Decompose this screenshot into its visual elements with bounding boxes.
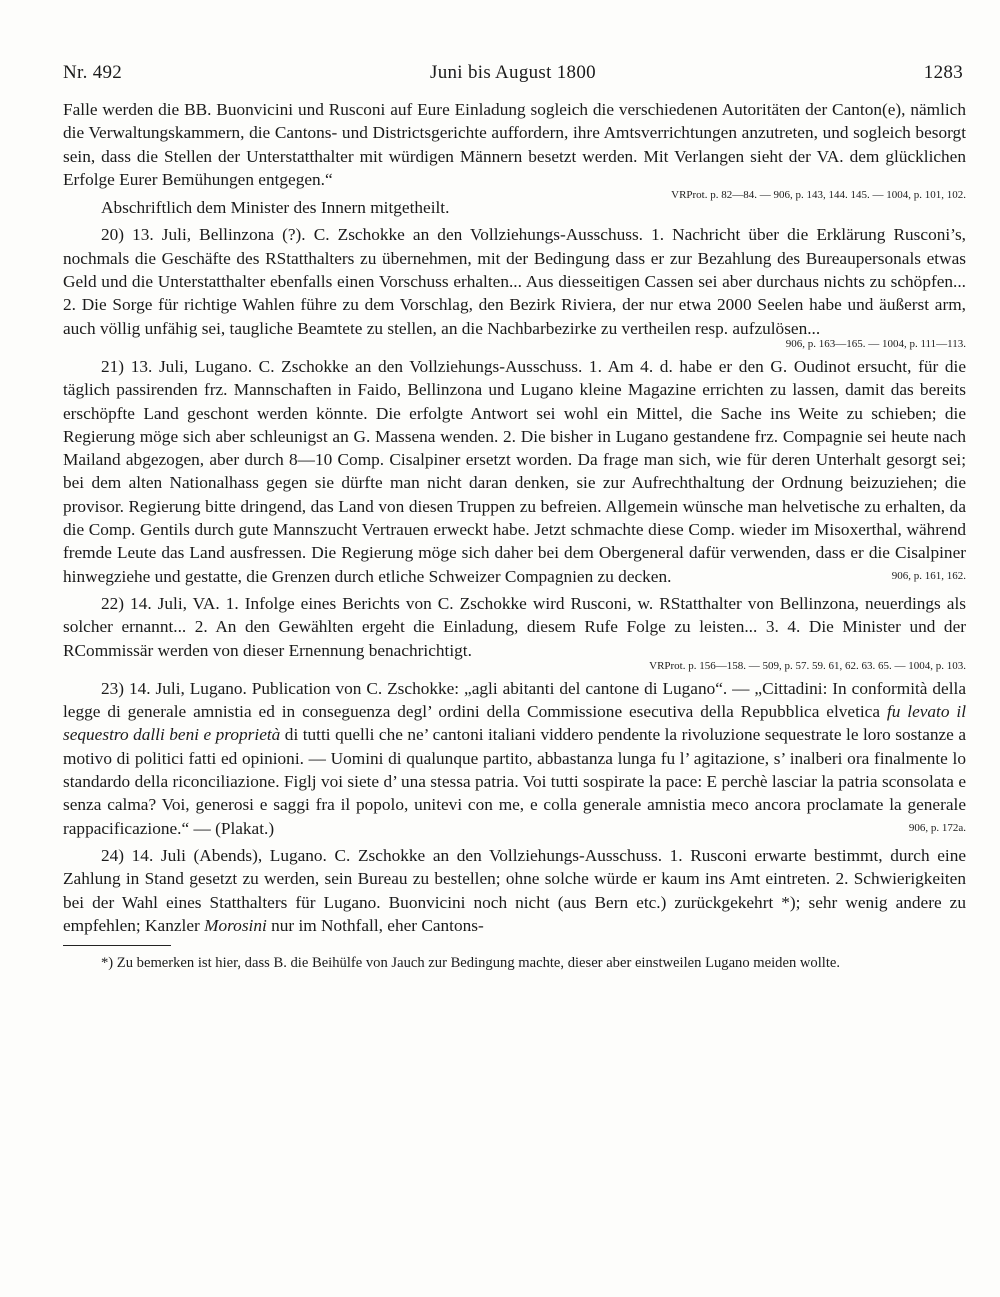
paragraph-text: 21) 13. Juli, Lugano. C. Zschokke an den Vollziehungs-Ausschuss. 1. Am 4. d. habe er den G. Oudinot ersucht, für die täglich passirenden frz. Mannschaften in Faido, Bellinzona und Lugano kleine Magazine errichten zu lassen, damit das bereits erschöpfte Land geschont werden könnte. Die erfolgte Antwort sei wohl ein Mittel, die Sache ins Weite zu schieben; die Regierung möge sich aber schleunigst an G. Massena wenden. 2. Die bisher in Lugano gestandene frz. Compagnie sei heute nach Mailand abgezogen, aber durch 8—10 Comp. Cisalpiner ersetzt worden. Da frage man sich, wie für deren Unterhalt gesorgt sei; bei dem alten Nationalhass gegen sie dürfte man nicht daran denken, sie zur Aufrechthaltung der Ordnung beizuziehen; die provisor. Regierung bitte dringend, das Land von diesen Truppen zu befreien. Allgemein wünsche man helvetische zu erhalten, da die Comp. Gentils durch gute Mannszucht Vertrauen erweckt habe. Jetzt schmachte diese Comp. wieder im Misoxerthal, während fremde Leute das Land ausfressen. Die Regierung möge sich daher bei dem Obergeneral dafür verwenden, dass er die Cisalpiner hinwegziehe und gestatte, die Grenzen durch etliche Schweizer Compagnien zu decken. [63, 356, 966, 586]
footnote-divider [63, 945, 171, 946]
entry-24 [63, 844, 966, 937]
paragraph-continuation [63, 98, 966, 191]
paragraph-text: 23) 14. Juli, Lugano. Publication von C. Zschokke: „agli abitanti del cantone di Lugano“. — „Cittadini: In conformità della legge di generale amnistia ed in conseguenza degl’ ordini della Commissione esecutiva della Repubblica elvetica [63, 678, 966, 722]
paragraph-text: 20) 13. Juli, Bellinzona (?). C. Zschokke an den Vollziehungs-Ausschuss. 1. Nachricht über die Erklärung Rusconi’s, nochmals die Geschäfte des RStatthalters zu übernehmen, mit der Bedingung dass er zur Bezahlung des Bureaupersonals etwas Geld und die Unterstatthalter ebenfalls einen Vorschuss erhalten... Aus diesseitigen Cassen sei aber durchaus nichts zu schöpfen... 2. Die Sorge für richtige Wahlen führe zu dem Vorschlag, den Bezirk Riviera, der nur etwa 2000 Seelen habe und äußerst arm, auch völlig unfähig sei, taugliche Beamtete zu stellen, an die Nachbarbezirke zu vertheilen resp. aufzulösen... [63, 225, 966, 338]
paragraph-text: 24) 14. Juli (Abends), Lugano. C. Zschokke an den Vollziehungs-Ausschuss. 1. Rusconi erwarte bestimmt, durch eine Zahlung in Stand gesetzt zu werden, sein Bureau zu bestellen; ohne solche würde er kaum ins Amt eintreten. 2. Schwierigkeiten bei der Wahl eines Statthalters für Lugano. Buonvicini noch nicht (aus Bern etc.) zurückgekehrt *); sehr wenig andere zu empfehlen; Kanzler [63, 845, 966, 935]
entry-20 [63, 223, 966, 339]
source-reference: 906, p. 161, 162. [891, 569, 966, 582]
page-header [63, 62, 963, 90]
paragraph-text: 22) 14. Juli, VA. 1. Infolge eines Berichts von C. Zschokke wird Rusconi, w. RStatthalter von Bellinzona, neuerdings als solcher ernannt... 2. An den Gewählten ergeht die Einladung, diesem Rufe Folge zu leisten... 3. 4. Die Minister und der RCommissär werden von dieser Ernennung benachrichtigt. [63, 593, 966, 660]
paragraph-text: Abschriftlich dem Minister des Innern mitgetheilt. [101, 198, 450, 218]
source-reference: VRProt. p. 156—158. — 509, p. 57. 59. 61, 62. 63. 65. — 1004, p. 103. [649, 659, 966, 672]
entry-22 [63, 592, 966, 662]
italic-text: Morosini [204, 915, 267, 935]
entry-23 [63, 677, 966, 840]
page-number: 1283 [923, 62, 963, 83]
source-reference: 906, p. 172a. [908, 821, 966, 834]
italic-text: fu levato il sequestro dalli beni e proprietà [63, 702, 966, 745]
paragraph-text: di tutti quelli che ne’ cantoni italiani viddero pendente la rivoluzione sequestrate le loro sostanze a motivo di politici fatti ed opinioni. — Uomini di qualunque partito, abbastanza lunga fu l’ agitazione, s’ inalberi ora finalmente lo standardo della riconciliazione. Figlj voi siete d’ una stessa patria. Voi tutti sospirate la pace: E perchè lasciar la patria sconsolata e senza calma? Voi, generosi e saggi fra il popolo, unitevi con me, e colla generale amnistia meco ancora proclamate la generale rappacificazione.“ — (Plakat.) [63, 725, 967, 838]
running-title: Juni bis August 1800 [430, 62, 596, 83]
paragraph-text: Falle werden die BB. Buonvicini und Rusconi auf Eure Einladung sogleich die verschiedenen Autoritäten der Canton(e), nämlich die Verwaltungskammern, die Cantons- und Districtsgerichte auffordern, ihre Amtsverrichtungen anzutreten, und sogleich besorgt sein, dass die Stellen der Unterstatthalter mit würdigen Männern besetzt werden. Mit Verlangen sieht der VA. dem glücklichen Erfolge Eurer Bemühungen entgegen.“ [63, 100, 966, 189]
page-body [63, 98, 966, 974]
document-number: Nr. 492 [63, 62, 123, 83]
entry-21 [63, 355, 966, 588]
paragraph-text: nur im Nothfall, eher Cantons- [266, 915, 484, 935]
source-reference: VRProt. p. 82—84. — 906, p. 143, 144. 145. — 1004, p. 101, 102. [671, 189, 966, 202]
source-reference: 906, p. 163—165. — 1004, p. 111—113. [785, 337, 966, 350]
footnote-text: *) Zu bemerken ist hier, dass B. die Beihülfe von Jauch zur Bedingung machte, dieser aber einstweilen Lugano meiden wollte. [101, 955, 841, 972]
footnote [63, 952, 966, 974]
